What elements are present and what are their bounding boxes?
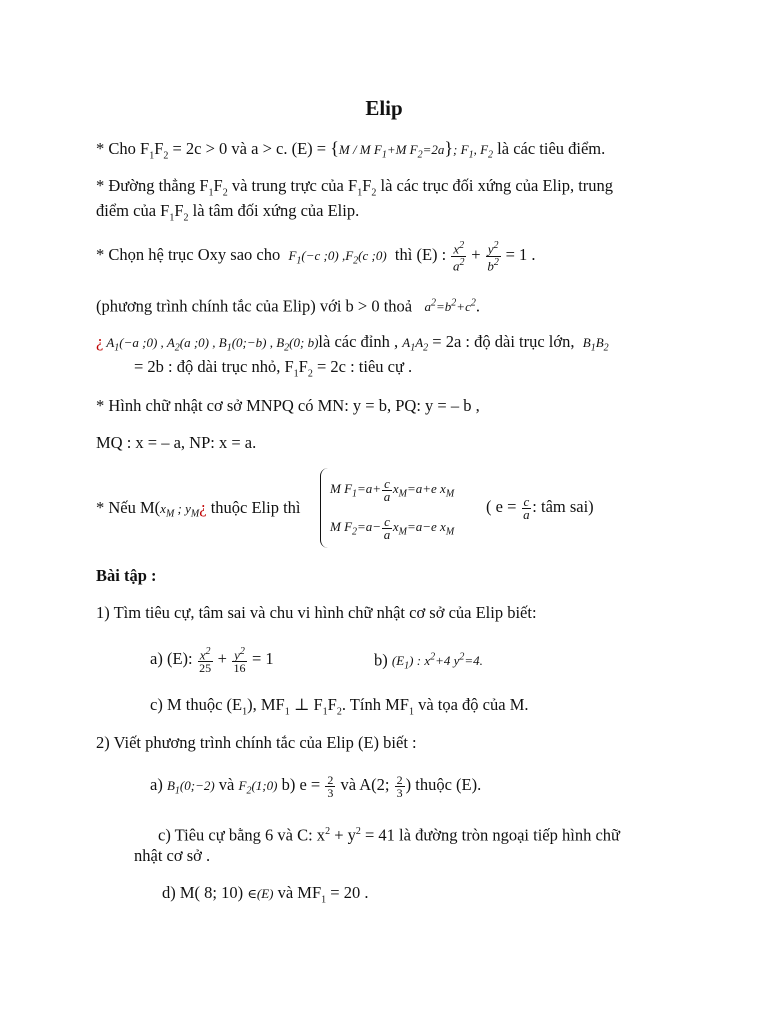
exercise-2c-cont: nhật cơ sở . <box>134 846 211 865</box>
exercise-2c: c) Tiêu cự bằng 6 và C: $x^2 + y^2 = 41$ là đường tròn ngoại tiếp hình chữ <box>158 825 620 845</box>
symmetry-center-line: điểm của $F_1F_2$ là tâm đối xứng của Elip. <box>96 201 360 224</box>
exercise-2: 2) Viết phương trình chính tắc của Elip (E) biết : <box>96 733 417 752</box>
exercise-1c: c) M thuộc $(E_1)$, $MF_1$ ⊥ $F_1F_2$. Tính $MF_1$ và tọa độ của M. <box>150 695 529 718</box>
exercise-2d: d) M( 8; 10) ∈(E) và $MF_1 = 20$ . <box>162 883 369 906</box>
definition-line: * Cho $F_1F_2 = 2c > 0$ và a > c. (E) = {M / M $F_1+M$ $F_2=2a$}; $F_1$, $F_2$ là các tiêu điểm. <box>96 138 606 162</box>
exercise-1b: b) $(E_1)$ : $x^2+4$ $y^2=4$. <box>374 650 483 672</box>
focal-radius-mf1: M $F_1=a+$ $\frac{c}{a}$ $x_M=a+e$ $x_M$ <box>330 475 455 504</box>
symmetry-axes-line: * Đường thẳng $F_1F_2$ và trung trực của $F_1F_2$ là các trục đối xứng của Elip, trung <box>96 176 614 199</box>
page-title: Elip <box>365 96 403 120</box>
eccentricity-note: ( e = $\frac{c}{a}$ : tâm sai) <box>486 493 594 522</box>
coordinate-system-line: * Chọn hệ trục Oxy sao cho $F_1(-c$ ;0) $,F_2(c$ ;0) thì (E) : $\frac{x^2}{a^2}$ + $\frac{y^2}{b^2}$ = 1 . <box>96 240 536 274</box>
base-rectangle-sides-line: MQ : x = – a, NP: x = a. <box>96 433 257 452</box>
base-rectangle-line: * Hình chữ nhật cơ sở MNPQ có MN: y = b, PQ: y = – b , <box>96 396 480 415</box>
exercises-heading: Bài tập : <box>96 566 157 585</box>
exercise-1: 1) Tìm tiêu cự, tâm sai và chu vi hình chữ nhật cơ sở của Elip biết: <box>96 603 537 622</box>
focal-radius-mf2: M $F_2=a-$ $\frac{c}{a}$ $x_M=a-e$ $x_M$ <box>330 513 455 542</box>
system-brace <box>320 468 329 548</box>
exercise-2a-2b: a) $B_1(0;-2)$ và $F_2(1;0)$ b) e = $\frac{2}{3}$ và A(2; $\frac{2}{3}$ ) thuộc (E). <box>150 772 482 800</box>
canonical-equation-line: (phương trình chính tắc của Elip) với b > 0 thoả $a^2=b^2+c^2$. <box>96 296 480 316</box>
focal-radius-intro: * Nếu $M(x_M$ ; $y_M¿$ thuộc Elip thì <box>96 498 301 520</box>
vertices-line: ¿ $A_1(-a$ ;0) , $A_2(a$ ;0) , $B_1(0;-b)$ , $B_2(0$; b)là các đỉnh , $A_1A_2 = 2a$ : độ dài trục lớn, $B_1B_2$ <box>96 332 609 354</box>
minor-axis-line: = 2b : độ dài trục nhỏ, $F_1F_2 = 2c$ : tiêu cự . <box>134 357 413 380</box>
exercise-1a: a) (E): $\frac{x^2}{25}$ + $\frac{y^2}{16}$ = 1 <box>150 646 274 676</box>
